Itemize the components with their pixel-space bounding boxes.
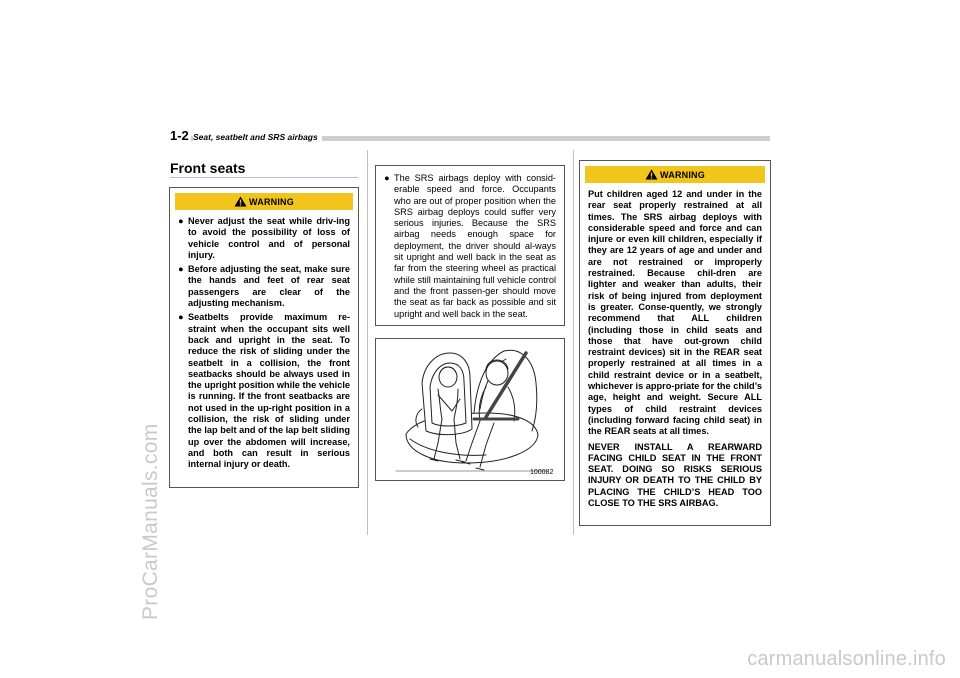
- child-warning-box: [579, 160, 771, 526]
- bottom-watermark: carmanualsonline.info: [747, 648, 946, 670]
- warning-triangle-icon: [645, 169, 658, 180]
- child-seat-figure-box: [375, 338, 565, 481]
- bullet-icon: ●: [178, 264, 184, 275]
- warning-label: WARNING: [249, 196, 294, 207]
- list-item: ● Never adjust the seat while driv-ing to avoid the possibility of loss of vehicle control and of personal injury.: [178, 216, 350, 260]
- front-seat-warning-box: [169, 187, 359, 488]
- section-underline: [170, 177, 358, 178]
- warning-triangle-icon: [234, 196, 247, 207]
- section-title: Front seats: [170, 160, 246, 176]
- warning-banner: [175, 193, 353, 210]
- warning-label: WARNING: [660, 169, 705, 180]
- column-divider-1: [367, 150, 368, 535]
- bullet-icon: ●: [178, 312, 184, 323]
- note-list: [384, 173, 556, 320]
- list-item: ● Seatbelts provide maximum re-straint when the occupant sits well back and upright in the seat. To reduce the risk of sliding under the seatbelt in a collision, the front seatbacks should be always used in the upright position while the vehicle is running. If the front seatbacks are not used in the up-right position in a collision, the risk of sliding under the lap belt and of the lap belt sliding up over the abdomen will increase, and both can result in serious internal injury or death.: [178, 312, 350, 470]
- side-watermark: ProCarManuals.com: [139, 423, 162, 620]
- page-number: 1-2: [170, 128, 189, 143]
- warning-list: [178, 216, 350, 471]
- bullet-icon: ●: [384, 173, 390, 183]
- rear-facing-seat-warning: NEVER INSTALL A REARWARD FACING CHILD SEAT IN THE FRONT SEAT. DOING SO RISKS SERIOUS INJURY OR DEATH TO THE CHILD BY PLACING THE CHILD’S HEAD TOO CLOSE TO THE SRS AIRBAG.: [588, 441, 762, 509]
- child-safety-paragraph: Put children aged 12 and under in the rear seat properly restrained at all times. The SRS airbag deploys with considerable speed and force and can injure or even kill children, especially if they are 12 years of age and under and are not restrained or improperly restrained. Because chil-dren are lighter and weaker than adults, their risk of being injured from deployment is greater. Conse-quently, we strongly recommend that ALL children (including those in child seats and those that have out-grown child restraint devices) sit in the REAR seat properly restrained at all times in a child restraint device or in a seatbelt, whichever is appro-priate for the child’s age, height and weight. Secure ALL types of child restraint devices (including forward facing child seat) in the REAR seats at all times.: [588, 189, 762, 437]
- figure-code: 100082: [530, 469, 554, 476]
- list-item: ● The SRS airbags deploy with consid-erable speed and force. Occupants who are out of proper position when the SRS airbag deploys could suffer very serious injuries. Because the SRS airbag needs enough space for deployment, the driver should al-ways sit upright and well back in the seat as far from the steering wheel as practical while still maintaining full vehicle control and the front passen-ger should move the seat as far back as possible and sit upright and well back in the seat.: [384, 173, 556, 319]
- warning-banner: [585, 166, 765, 183]
- bullet-icon: ●: [178, 216, 184, 226]
- list-item: ● Before adjusting the seat, make sure the hands and feet of rear seat passengers are clear of the adjusting mechanism.: [178, 264, 350, 309]
- chapter-title: Seat, seatbelt and SRS airbags: [193, 132, 322, 142]
- airbag-note-box: [375, 165, 565, 326]
- child-seat-illustration: [376, 339, 564, 480]
- column-divider-2: [573, 150, 574, 535]
